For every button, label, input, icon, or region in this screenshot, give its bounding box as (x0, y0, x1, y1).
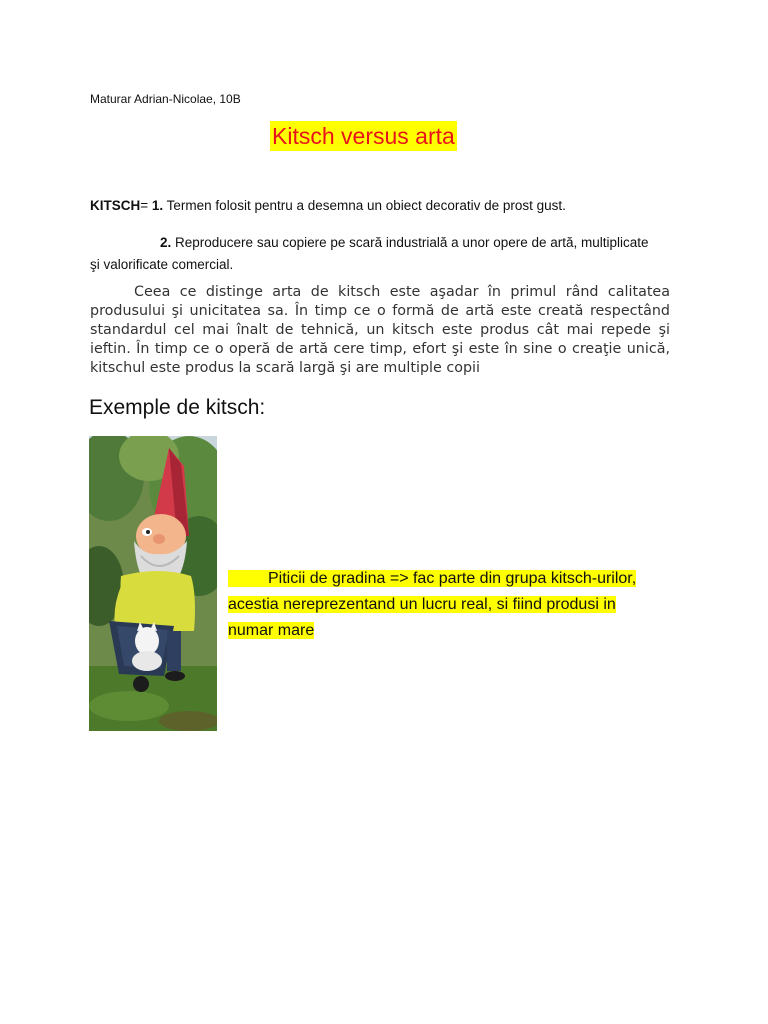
definition-2 (90, 232, 650, 276)
body-paragraph: Ceea ce distinge arta de kitsch este aşadar în primul rând calitatea produsului şi unicitatea sa. În timp ce o formă de artă este creată respectând standardul cel mai înalt de tehnică, un kitsch este produs cât mai repede şi ieftin. În timp ce o operă de artă cere timp, efort şi este în sine o creaţie unică, kitschul este produs la scară largă şi are multiple copii (90, 284, 670, 376)
page-title: Kitsch versus arta (272, 123, 455, 149)
definition-2-text: Reproducere sau copiere pe scară industrială a unor opere de artă, multiplicate şi valorificate comercial. (90, 235, 649, 272)
garden-gnome-photo (89, 436, 217, 731)
number-2: 2. (160, 235, 172, 250)
definition-1-text: Termen folosit pentru a desemna un obiect decorativ de prost gust. (163, 198, 566, 213)
examples-heading: Exemple de kitsch: (89, 396, 266, 419)
definition-1: KITSCH= 1. Termen folosit pentru a desemna un obiect decorativ de prost gust. (90, 198, 566, 213)
number-1: 1. (151, 198, 164, 213)
image-caption: Piticii de gradina => fac parte din grupa kitsch-urilor, acestia nereprezentand un lucru real, si fiind produsi in numar mare (228, 570, 637, 639)
author-line: Maturar Adrian-Nicolae, 10B (90, 92, 241, 106)
term: KITSCH (90, 198, 141, 213)
